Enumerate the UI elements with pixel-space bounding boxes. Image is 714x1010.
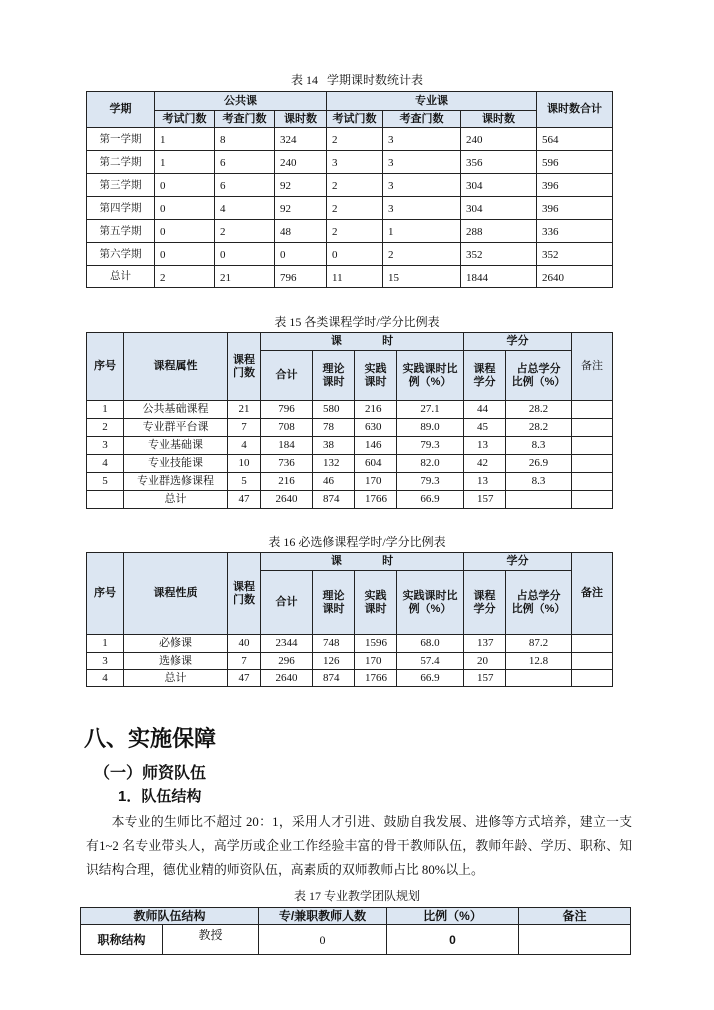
table-body xyxy=(87,128,613,288)
table-cell: 66.9 xyxy=(397,491,464,509)
table-cell: 146 xyxy=(355,437,397,455)
required-elective-ratio-table xyxy=(86,552,613,687)
table-body xyxy=(81,925,631,955)
header-practice-hours-label: 实践课时 xyxy=(364,362,387,388)
table-cell xyxy=(572,473,613,491)
table-cell: 4 xyxy=(87,670,124,687)
header-credit-ratio xyxy=(506,571,572,635)
table-cell: 专业基础课 xyxy=(124,437,228,455)
table-cell xyxy=(572,670,613,687)
header-practice-ratio xyxy=(397,571,464,635)
table-cell: 3 xyxy=(383,174,461,197)
table-cell: 352 xyxy=(537,243,613,266)
header-public-exam-count: 考试门数 xyxy=(155,111,215,128)
header-term: 学期 xyxy=(87,92,155,128)
table-cell: 1 xyxy=(87,401,124,419)
table-cell: 1766 xyxy=(355,670,397,687)
table-header xyxy=(87,553,613,635)
table-cell: 2 xyxy=(155,266,215,288)
header-major-assessment-count: 考查门数 xyxy=(383,111,461,128)
header-hours-group: 课 时 xyxy=(261,333,464,351)
header-hours-group: 课 时 xyxy=(261,553,464,571)
table-cell: 0 xyxy=(327,243,383,266)
table-cell: 42 xyxy=(464,455,506,473)
table-cell: 2640 xyxy=(537,266,613,288)
table-cell xyxy=(572,437,613,455)
header-ratio: 比例（%） xyxy=(387,908,519,925)
table-cell: 324 xyxy=(275,128,327,151)
header-row xyxy=(87,553,613,571)
table-body xyxy=(87,635,613,687)
table-cell: 396 xyxy=(537,197,613,220)
table-row xyxy=(87,437,613,455)
table-cell: 26.9 xyxy=(506,455,572,473)
header-row xyxy=(87,333,613,351)
header-credit-ratio-label: 占总学分比例（%） xyxy=(511,589,566,615)
table-cell: 7 xyxy=(228,419,261,437)
table-16-caption: 表 16 必选修课程学时/学分比例表 xyxy=(268,535,446,549)
header-public-course: 公共课 xyxy=(155,92,327,111)
table-cell: 2 xyxy=(327,128,383,151)
table-body xyxy=(87,401,613,509)
table-cell: 216 xyxy=(261,473,313,491)
table-cell: 796 xyxy=(261,401,313,419)
table-cell: 47 xyxy=(228,491,261,509)
table-cell: 352 xyxy=(461,243,537,266)
table-cell: 170 xyxy=(355,653,397,670)
header-credit-ratio xyxy=(506,351,572,401)
table-row xyxy=(81,925,631,955)
header-theory-hours xyxy=(313,571,355,635)
row-label-title-structure: 职称结构 xyxy=(81,925,163,955)
table-cell: 356 xyxy=(461,151,537,174)
header-public-assessment-count: 考查门数 xyxy=(215,111,275,128)
table-cell: 0 xyxy=(387,925,519,955)
table-cell: 79.3 xyxy=(397,437,464,455)
table-cell: 2640 xyxy=(261,670,313,687)
table-cell: 2344 xyxy=(261,635,313,653)
header-course-attribute: 课程属性 xyxy=(124,333,228,401)
table-cell xyxy=(572,653,613,670)
table-cell xyxy=(572,635,613,653)
table-cell: 874 xyxy=(313,670,355,687)
table-cell: 28.2 xyxy=(506,419,572,437)
teaching-team-table xyxy=(80,907,631,955)
header-course-count xyxy=(228,333,261,401)
header-credits-group: 学分 xyxy=(464,553,572,571)
table-cell: 2 xyxy=(327,197,383,220)
table-cell: 45 xyxy=(464,419,506,437)
table-row xyxy=(87,266,613,288)
header-total-hours: 合计 xyxy=(261,351,313,401)
table-cell: 92 xyxy=(275,197,327,220)
table-cell: 0 xyxy=(155,197,215,220)
header-practice-ratio xyxy=(397,351,464,401)
table-cell: 630 xyxy=(355,419,397,437)
table-cell: 78 xyxy=(313,419,355,437)
table-cell: 3 xyxy=(327,151,383,174)
table-cell: 教授 xyxy=(163,925,259,955)
table-cell: 3 xyxy=(383,197,461,220)
table-cell: 0 xyxy=(259,925,387,955)
table-cell: 304 xyxy=(461,197,537,220)
table-cell xyxy=(572,491,613,509)
table-14-caption: 表 14 学期课时数统计表 xyxy=(290,73,423,87)
table-cell: 708 xyxy=(261,419,313,437)
table-cell: 296 xyxy=(261,653,313,670)
table-cell: 82.0 xyxy=(397,455,464,473)
table-cell: 336 xyxy=(537,220,613,243)
header-practice-ratio-label: 实践课时比例（%） xyxy=(402,589,458,615)
table-row xyxy=(87,401,613,419)
table-cell: 21 xyxy=(215,266,275,288)
table-cell: 564 xyxy=(537,128,613,151)
table-cell: 748 xyxy=(313,635,355,653)
table-cell: 170 xyxy=(355,473,397,491)
table-cell: 0 xyxy=(155,220,215,243)
table-cell: 126 xyxy=(313,653,355,670)
header-course-credits xyxy=(464,571,506,635)
table-cell: 20 xyxy=(464,653,506,670)
table-cell: 13 xyxy=(464,473,506,491)
header-course-credits-label: 课程学分 xyxy=(473,589,496,615)
table-cell: 7 xyxy=(228,653,261,670)
table-cell: 6 xyxy=(215,151,275,174)
table-cell: 第六学期 xyxy=(87,243,155,266)
table-row xyxy=(87,220,613,243)
table-row xyxy=(87,491,613,509)
header-remark: 备注 xyxy=(572,553,613,635)
table-cell: 580 xyxy=(313,401,355,419)
table-cell: 5 xyxy=(228,473,261,491)
table-cell: 10 xyxy=(228,455,261,473)
table-cell: 240 xyxy=(461,128,537,151)
header-credit-ratio-label: 占总学分比例（%） xyxy=(511,362,566,388)
body-paragraph: 本专业的生师比不超过 20：1，采用人才引进、鼓励自我发展、进修等方式培养，建立一支有1~2 名专业带头人，高学历或企业工作经验丰富的骨干教师队伍，教师年龄、学历、职称、知识结构合理，德优业精的师资队伍，高素质的双师教师占比 80%以上。 xyxy=(86,815,632,877)
header-major-course: 专业课 xyxy=(327,92,537,111)
header-total-hours: 课时数合计 xyxy=(537,92,613,128)
table-cell: 157 xyxy=(464,670,506,687)
table-row xyxy=(87,653,613,670)
table-cell: 66.9 xyxy=(397,670,464,687)
table-cell: 736 xyxy=(261,455,313,473)
header-theory-hours xyxy=(313,351,355,401)
table-header xyxy=(87,92,613,128)
subsection-heading: （一）师资队伍 xyxy=(94,765,207,782)
header-serial-no: 序号 xyxy=(87,333,124,401)
header-team-structure: 教师队伍结构 xyxy=(81,908,259,925)
table-cell: 第三学期 xyxy=(87,174,155,197)
table-cell: 3 xyxy=(383,128,461,151)
table-cell: 132 xyxy=(313,455,355,473)
table-cell: 304 xyxy=(461,174,537,197)
table-cell: 21 xyxy=(228,401,261,419)
header-row xyxy=(87,92,613,111)
table-cell: 796 xyxy=(275,266,327,288)
table-cell: 27.1 xyxy=(397,401,464,419)
table-cell: 28.2 xyxy=(506,401,572,419)
table-cell: 3 xyxy=(383,151,461,174)
table-cell: 11 xyxy=(327,266,383,288)
table-cell: 总计 xyxy=(87,266,155,288)
table-row xyxy=(87,174,613,197)
header-theory-hours-label: 理论课时 xyxy=(322,589,345,615)
table-cell: 3 xyxy=(87,437,124,455)
table-row xyxy=(87,455,613,473)
header-row xyxy=(87,111,613,128)
header-course-credits-label: 课程学分 xyxy=(473,362,496,388)
table-cell: 288 xyxy=(461,220,537,243)
table-cell: 15 xyxy=(383,266,461,288)
table-cell: 0 xyxy=(215,243,275,266)
table-cell: 48 xyxy=(275,220,327,243)
header-practice-hours xyxy=(355,351,397,401)
table-cell: 57.4 xyxy=(397,653,464,670)
table-cell: 2 xyxy=(215,220,275,243)
table-cell: 0 xyxy=(275,243,327,266)
table-cell xyxy=(572,455,613,473)
subsubsection-heading: 1．队伍结构 xyxy=(118,788,202,805)
table-cell: 公共基础课程 xyxy=(124,401,228,419)
table-cell: 596 xyxy=(537,151,613,174)
table-cell: 1 xyxy=(155,128,215,151)
table-cell: 2 xyxy=(383,243,461,266)
header-major-exam-count: 考试门数 xyxy=(327,111,383,128)
table-cell: 8.3 xyxy=(506,437,572,455)
table-cell: 专业群选修课程 xyxy=(124,473,228,491)
table-cell: 总计 xyxy=(124,491,228,509)
section-heading: 八、实施保障 xyxy=(84,726,217,751)
header-course-nature: 课程性质 xyxy=(124,553,228,635)
table-header xyxy=(81,908,631,925)
table-cell: 8.3 xyxy=(506,473,572,491)
table-cell: 216 xyxy=(355,401,397,419)
table-cell: 40 xyxy=(228,635,261,653)
table-cell: 第一学期 xyxy=(87,128,155,151)
table-cell: 68.0 xyxy=(397,635,464,653)
table-cell: 1 xyxy=(155,151,215,174)
table-row xyxy=(87,128,613,151)
table-cell: 47 xyxy=(228,670,261,687)
header-course-count-label: 课程门数 xyxy=(233,353,255,379)
table-row xyxy=(87,419,613,437)
table-cell xyxy=(506,670,572,687)
table-cell xyxy=(572,401,613,419)
table-cell: 137 xyxy=(464,635,506,653)
table-cell: 38 xyxy=(313,437,355,455)
table-cell xyxy=(572,419,613,437)
header-course-credits xyxy=(464,351,506,401)
table-row xyxy=(87,151,613,174)
header-remark: 备注 xyxy=(519,908,631,925)
header-remark: 备注 xyxy=(572,333,613,401)
table-cell: 第四学期 xyxy=(87,197,155,220)
table-cell: 1844 xyxy=(461,266,537,288)
table-cell: 13 xyxy=(464,437,506,455)
table-cell: 0 xyxy=(155,174,215,197)
table-cell: 874 xyxy=(313,491,355,509)
course-type-ratio-table xyxy=(86,332,613,509)
table-cell xyxy=(519,925,631,955)
table-cell: 1596 xyxy=(355,635,397,653)
table-row xyxy=(87,197,613,220)
table-cell xyxy=(87,491,124,509)
header-course-count-label: 课程门数 xyxy=(233,580,255,606)
table-cell: 0 xyxy=(155,243,215,266)
header-teacher-count: 专/兼职教师人数 xyxy=(259,908,387,925)
table-row xyxy=(87,670,613,687)
table-cell: 专业群平台课 xyxy=(124,419,228,437)
table-cell: 2 xyxy=(87,419,124,437)
header-course-count xyxy=(228,553,261,635)
header-row xyxy=(81,908,631,925)
table-cell: 第五学期 xyxy=(87,220,155,243)
table-cell: 396 xyxy=(537,174,613,197)
table-cell: 92 xyxy=(275,174,327,197)
table-15-caption: 表 15 各类课程学时/学分比例表 xyxy=(274,315,440,329)
table-cell: 240 xyxy=(275,151,327,174)
header-practice-hours xyxy=(355,571,397,635)
table-cell: 4 xyxy=(87,455,124,473)
header-credits-group: 学分 xyxy=(464,333,572,351)
table-cell: 184 xyxy=(261,437,313,455)
table-cell: 5 xyxy=(87,473,124,491)
table-cell xyxy=(506,491,572,509)
table-cell: 1766 xyxy=(355,491,397,509)
table-cell: 6 xyxy=(215,174,275,197)
table-cell: 4 xyxy=(215,197,275,220)
table-cell: 4 xyxy=(228,437,261,455)
table-cell: 1 xyxy=(383,220,461,243)
table-cell: 87.2 xyxy=(506,635,572,653)
table-cell: 2 xyxy=(327,174,383,197)
header-total-hours: 合计 xyxy=(261,571,313,635)
table-row xyxy=(87,473,613,491)
table-cell: 选修课 xyxy=(124,653,228,670)
table-cell: 3 xyxy=(87,653,124,670)
table-cell: 12.8 xyxy=(506,653,572,670)
header-theory-hours-label: 理论课时 xyxy=(322,362,345,388)
table-17-caption: 表 17 专业教学团队规划 xyxy=(293,889,420,903)
table-cell: 第二学期 xyxy=(87,151,155,174)
table-cell: 44 xyxy=(464,401,506,419)
header-major-hours: 课时数 xyxy=(461,111,537,128)
table-cell: 2640 xyxy=(261,491,313,509)
table-row xyxy=(87,243,613,266)
table-cell: 1 xyxy=(87,635,124,653)
table-cell: 46 xyxy=(313,473,355,491)
table-cell: 157 xyxy=(464,491,506,509)
header-practice-hours-label: 实践课时 xyxy=(364,589,387,615)
table-row xyxy=(87,635,613,653)
header-practice-ratio-label: 实践课时比例（%） xyxy=(402,362,458,388)
semester-hours-table xyxy=(86,91,613,288)
table-cell: 专业技能课 xyxy=(124,455,228,473)
header-public-hours: 课时数 xyxy=(275,111,327,128)
table-cell: 604 xyxy=(355,455,397,473)
table-cell: 8 xyxy=(215,128,275,151)
table-cell: 2 xyxy=(327,220,383,243)
table-cell: 总计 xyxy=(124,670,228,687)
table-cell: 79.3 xyxy=(397,473,464,491)
header-serial-no: 序号 xyxy=(87,553,124,635)
table-cell: 89.0 xyxy=(397,419,464,437)
table-header xyxy=(87,333,613,401)
table-cell: 必修课 xyxy=(124,635,228,653)
